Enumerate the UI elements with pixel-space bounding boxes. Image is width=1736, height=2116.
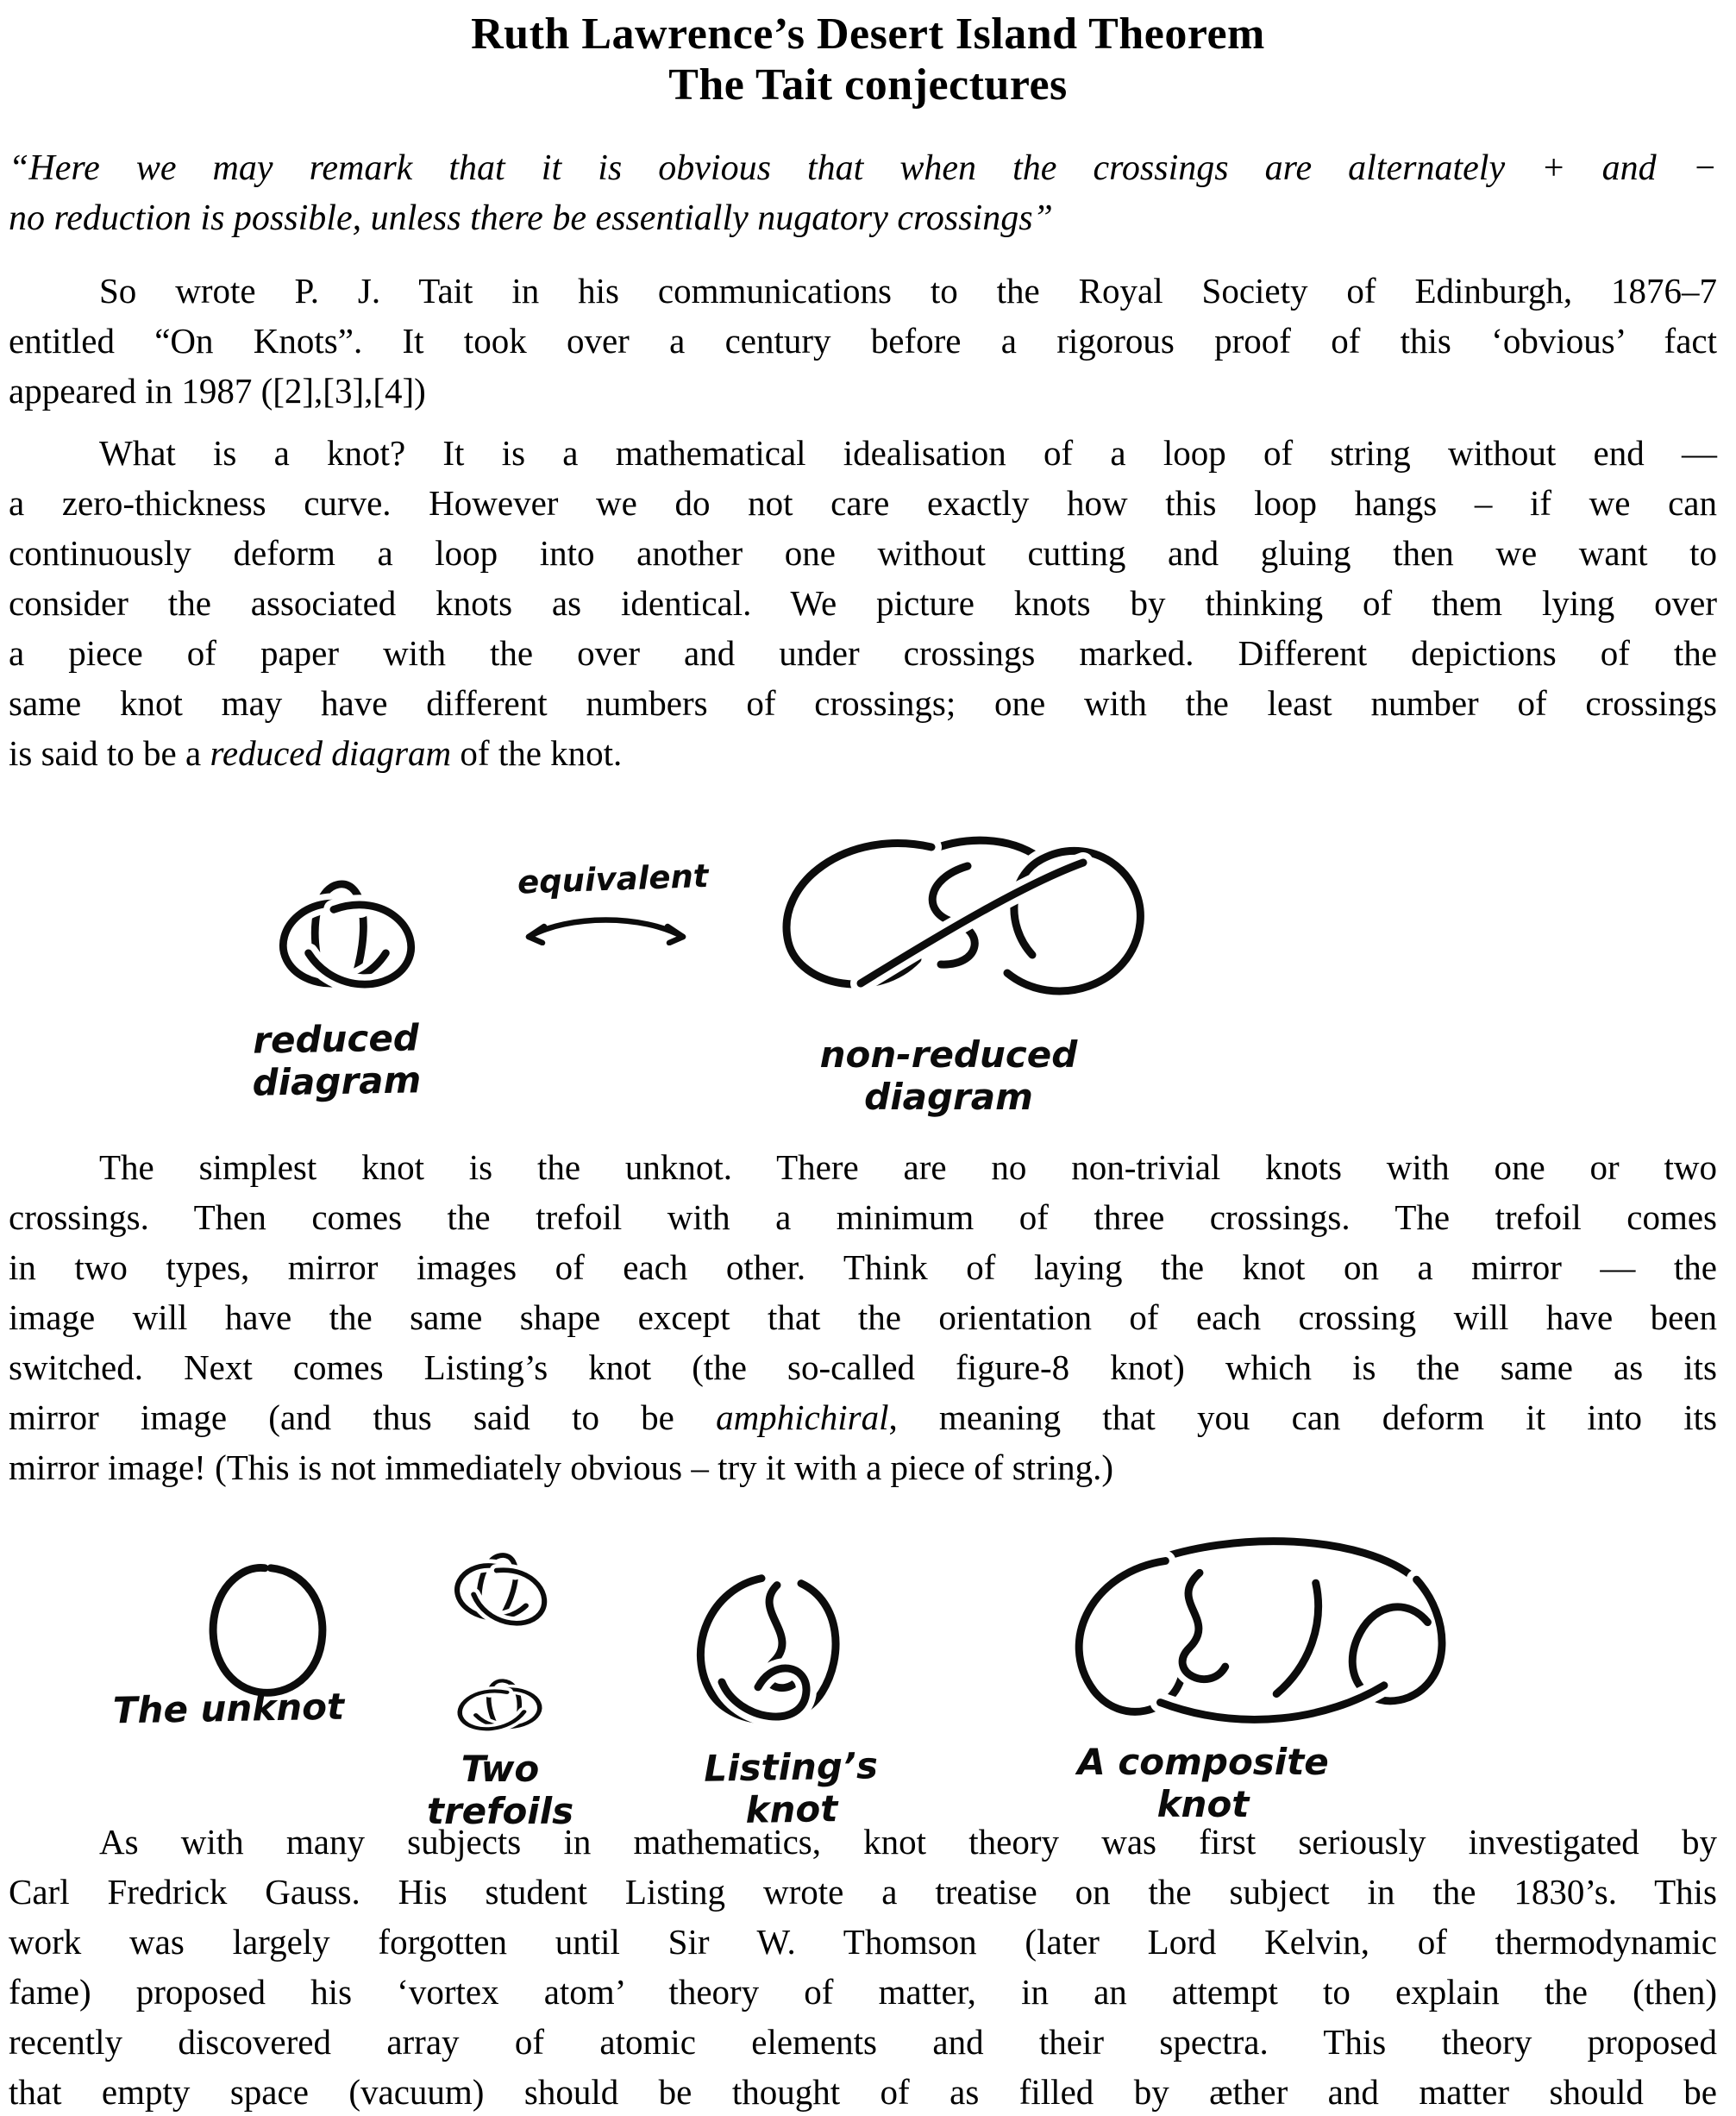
text-line: continuously deform a loop into another one without cutting and gluing then we want to [9,533,1717,573]
trefoil-knot-drawing [263,861,431,1008]
emphasis-reduced-diagram: reduced diagram [210,733,452,773]
trefoil-knot-top-drawing [436,1529,569,1647]
text-line: a piece of paper with the over and under crossings marked. Different depictions of the [9,633,1717,673]
caption-composite-knot: A composite knot [1077,1741,1329,1825]
text-line [9,728,1717,778]
text-line: switched. Next comes Listing’s knot (the so-called figure-8 knot) which is the same as its [9,1347,1717,1387]
text-line: What is a knot? It is a mathematical idealisation of a loop of string without end — [99,433,1717,473]
text-segment: , meaning that you can deform it into its [888,1397,1717,1437]
paragraph-simplest-knot [9,1142,1717,1492]
paragraph-gauss [9,1817,1717,2116]
title-block [0,0,1736,110]
text-line: in two types, mirror images of each other. Think of laying the knot on a mirror — the [9,1247,1717,1287]
text-line: image will have the same shape except that the orientation of each crossing will have been [9,1297,1717,1337]
text-line: mirror image! (This is not immediately obvious – try it with a piece of string.) [9,1447,1113,1487]
paragraph-what-is-a-knot [9,428,1717,778]
label-equivalent: equivalent [517,857,710,901]
text-line: that empty space (vacuum) should be thought of as filled by æther and matter should be [9,2072,1717,2112]
figure-knot-examples [0,1518,1736,1832]
non-reduced-knot-drawing [750,821,1169,1033]
caption-non-reduced-diagram: non-reduced diagram [819,1033,1078,1118]
text-line: As with many subjects in mathematics, knot theory was first seriously investigated by [99,1822,1717,1862]
caption-two-trefoils: Two trefoils [426,1748,574,1832]
text-segment: is said to be a [9,733,210,773]
text-line: consider the associated knots as identical. We picture knots by thinking of them lying over [9,583,1717,623]
quote-line-1: “Here we may remark that it is obvious that when the crossings are alternately + and − [9,148,1717,188]
text-segment: of the knot. [451,733,623,773]
caption-listings-knot: Listing’s knot [703,1744,879,1831]
text-line: entitled “On Knots”. It took over a century before a rigorous proof of this ‘obvious’ fact [9,321,1717,361]
composite-knot-drawing [1022,1522,1470,1742]
unknot-drawing [183,1556,355,1705]
text-line: a zero-thickness curve. However we do not care exactly how this loop hangs – if we can [9,483,1717,523]
text-line: So wrote P. J. Tait in his communications to the Royal Society of Edinburgh, 1876–7 [99,271,1717,311]
figure-knot-equivalence [0,813,1736,1118]
tait-quote [9,143,1717,243]
listings-knot-drawing [677,1561,871,1736]
emphasis-amphichiral: amphichiral [716,1397,889,1437]
caption-the-unknot: The unknot [112,1685,345,1732]
text-line: recently discovered array of atomic elements and their spectra. This theory proposed [9,2022,1717,2062]
text-line: crossings. Then comes the trefoil with a minimum of three crossings. The trefoil comes [9,1197,1717,1237]
paragraph-tait [9,266,1717,416]
text-line: Carl Fredrick Gauss. His student Listing wrote a treatise on the subject in the 1830’s. This [9,1872,1717,1912]
trefoil-knot-bottom-drawing [444,1667,554,1742]
page-subtitle: The Tait conjectures [668,60,1068,110]
page-title: Ruth Lawrence’s Desert Island Theorem [471,9,1265,59]
quote-line-2: no reduction is possible, unless there be essentially nugatory crossings” [9,198,1053,238]
text-line: fame) proposed his ‘vortex atom’ theory of matter, in an attempt to explain the (then) [9,1972,1717,2012]
text-line: same knot may have different numbers of crossings; one with the least number of crossings [9,683,1717,723]
text-line: appeared in 1987 ([2],[3],[4]) [9,371,426,411]
text-line: work was largely forgotten until Sir W. Thomson (later Lord Kelvin, of thermodynamic [9,1922,1717,1962]
text-line: The simplest knot is the unknot. There are no non-trivial knots with one or two [99,1147,1717,1187]
double-arrow-icon [522,909,690,945]
caption-reduced-diagram: reduced diagram [252,1016,422,1104]
text-segment: mirror image (and thus said to be [9,1397,717,1437]
text-line [9,1392,1717,1442]
